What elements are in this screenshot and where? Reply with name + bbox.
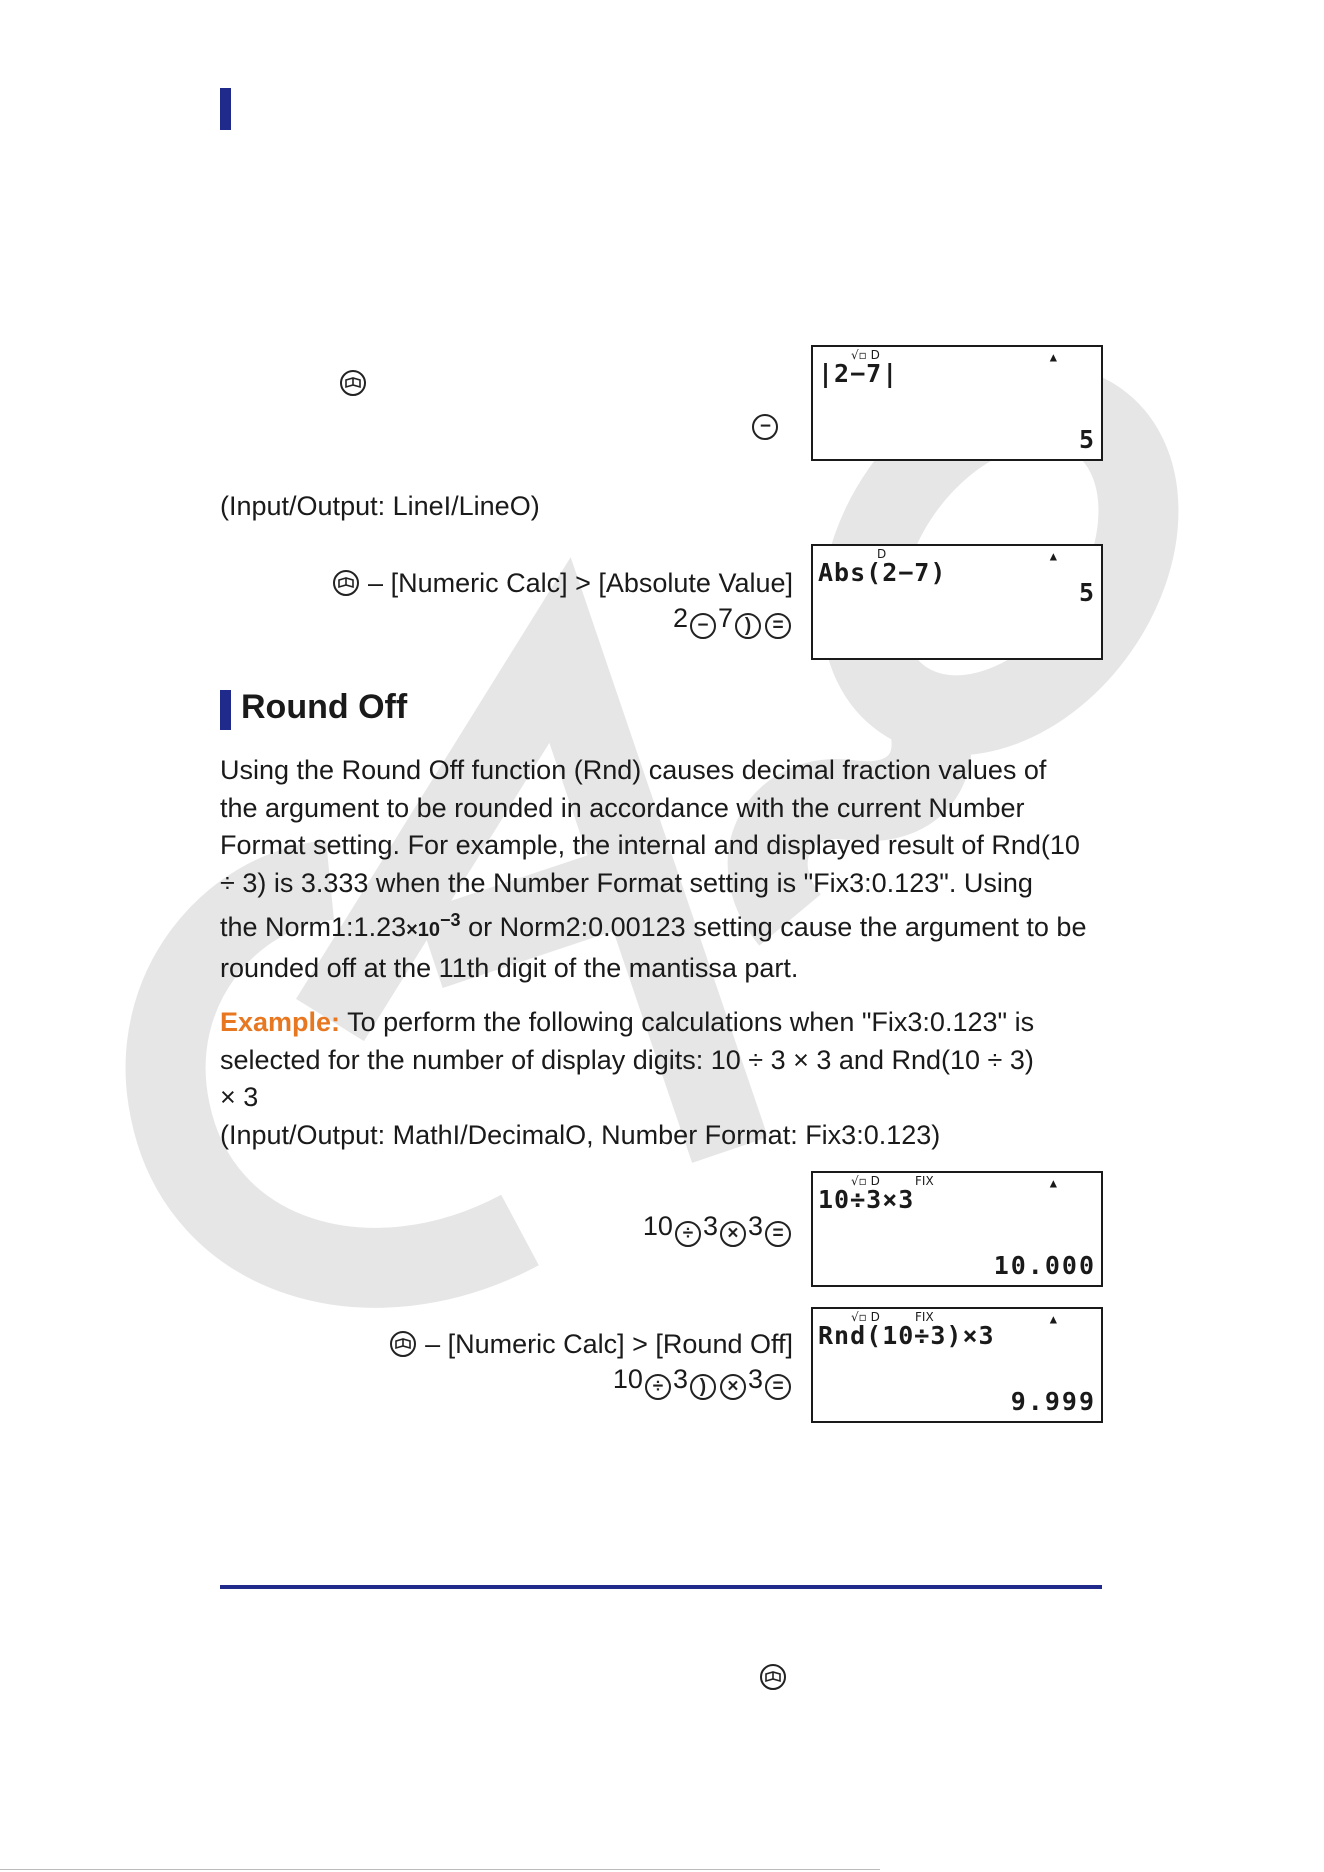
divide-key-icon: ÷ [675,1221,701,1247]
catalog-key-icon [340,370,366,396]
screen-input: Abs(2−7) [818,558,947,587]
key-digit: 2 [672,603,688,633]
menu-path-abs [300,565,793,603]
calculator-screen-calc-2 [811,1307,1103,1423]
key-digit: 3 [747,1211,763,1241]
sci-notation: ×10 [406,919,441,941]
norm1-text: the Norm1:1.23 [220,912,407,942]
equals-key-icon: = [765,1221,791,1247]
screen-output: 5 [1078,425,1096,454]
keystrokes-calc-1 [500,1208,793,1247]
catalog-key-icon [333,570,359,596]
screen-input: Rnd(10÷3)×3 [818,1321,995,1350]
keystrokes-abs [500,600,793,639]
screen-output: 10.000 [993,1251,1096,1280]
screen-input: 10÷3×3 [818,1185,915,1214]
paragraph-line [220,902,1086,950]
scroll-up-arrow-icon: ▲ [1049,549,1057,563]
scroll-up-arrow-icon: ▲ [1049,1176,1057,1190]
key-digit: 3 [702,1211,718,1241]
keystrokes-calc-2 [500,1361,793,1400]
equals-key-icon: = [765,613,791,639]
scroll-up-arrow-icon: ▲ [1049,350,1057,364]
paragraph-line: the argument to be rounded in accordance with the current Number [220,792,1025,823]
top-heading-bar [220,88,231,130]
scroll-up-arrow-icon: ▲ [1049,1312,1057,1326]
catalog-key-icon [760,1664,786,1690]
example-text: To perform the following calculations when "Fix3:0.123" is [340,1007,1035,1037]
key-digit: 3 [672,1364,688,1394]
key-digit: 7 [717,603,733,633]
calculator-screen-abs-2 [811,544,1103,660]
paragraph-line: Using the Round Off function (Rnd) causes decimal fraction values of [220,755,1047,785]
round-off-heading-bar [220,690,231,730]
menu-path-round [300,1326,793,1364]
close-paren-key-icon: ) [735,613,761,639]
multiply-key-icon: × [720,1221,746,1247]
io-note-line: (Input/Output: LineI/LineO) [220,491,540,521]
example-io-line: (Input/Output: MathI/DecimalO, Number Format: Fix3:0.123) [220,1119,941,1150]
round-off-paragraph [220,752,1086,987]
example-line: × 3 [220,1082,259,1112]
calculator-screen-calc-1 [811,1171,1103,1287]
screen-indicators: D [877,547,887,561]
paragraph-line: ÷ 3) is 3.333 when the Number Format setting is "Fix3:0.123". Using [220,867,1033,898]
example-line [220,1004,1034,1042]
menu-path-text: – [Numeric Calc] > [Absolute Value] [368,568,793,598]
menu-path-text: – [Numeric Calc] > [Round Off] [425,1329,793,1359]
paragraph-line: rounded off at the 11th digit of the mantissa part. [220,952,799,983]
minus-key-icon: − [752,414,778,440]
paragraph-line: Format setting. For example, the internal and displayed result of Rnd(10 [220,830,1080,860]
calculator-screen-abs-1 [811,345,1103,461]
example-label: Example: [220,1007,341,1037]
close-paren-key-icon: ) [690,1374,716,1400]
equals-key-icon: = [765,1374,791,1400]
bottom-edge-line [0,1869,880,1870]
section-title: Round Off [241,688,408,726]
minus-key-icon: − [690,613,716,639]
screen-indicators: √▫ D [851,348,880,362]
screen-indicators: √▫ D [851,1174,880,1188]
sci-exponent: −3 [440,910,461,930]
footer-rule [220,1585,1102,1589]
norm2-text: or Norm2:0.00123 setting cause the argument to be [460,912,1087,942]
key-digit: 10 [642,1211,673,1241]
fix-indicator: FIX [915,1310,934,1324]
divide-key-icon: ÷ [645,1374,671,1400]
multiply-key-icon: × [720,1374,746,1400]
key-digit: 3 [747,1364,763,1394]
fix-indicator: FIX [915,1174,934,1188]
example-line: selected for the number of display digits: 10 ÷ 3 × 3 and Rnd(10 ÷ 3) [220,1044,1034,1075]
example-block [220,1004,1034,1154]
screen-indicators: √▫ D [851,1310,880,1324]
screen-input: |2−7| [818,359,899,388]
screen-output: 9.999 [1010,1387,1096,1416]
catalog-key-icon [390,1331,416,1357]
key-digit: 10 [612,1364,643,1394]
screen-output: 5 [1078,578,1096,607]
